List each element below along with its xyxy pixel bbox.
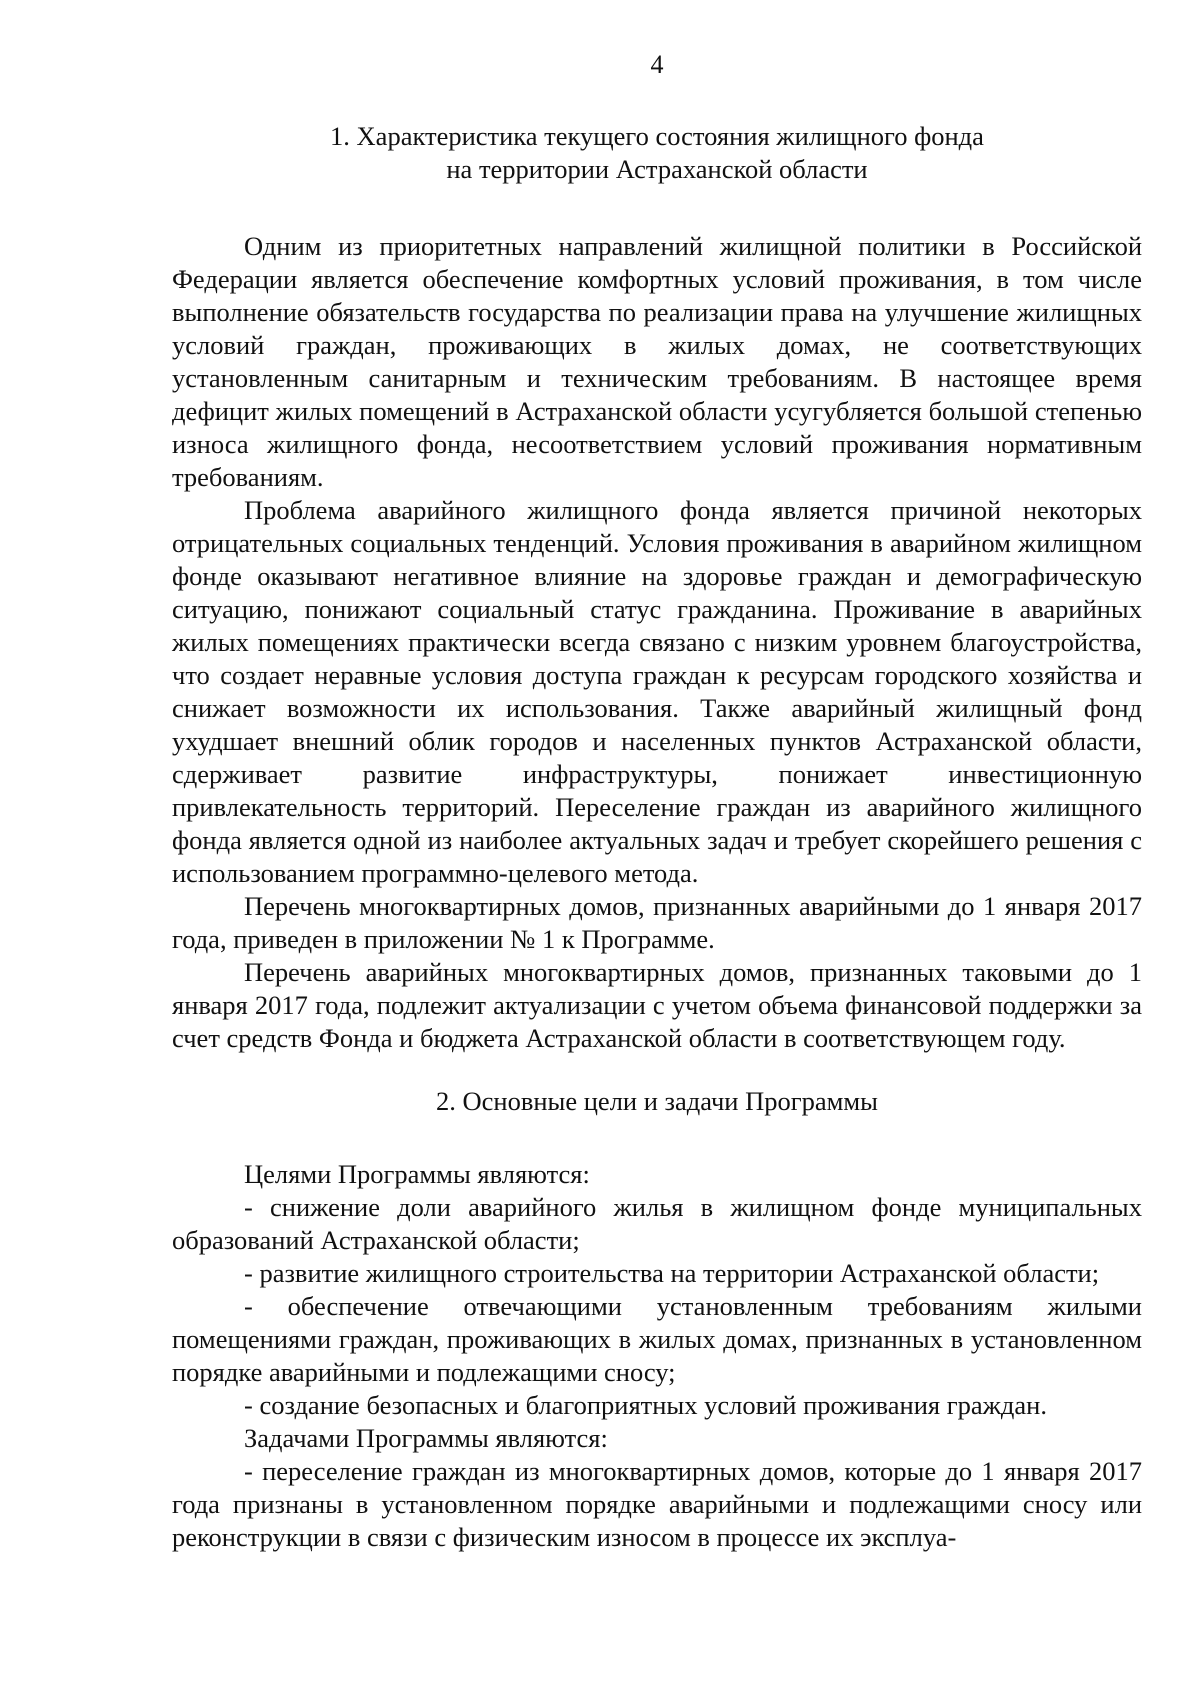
page-number: 4 bbox=[650, 50, 664, 79]
section-2-paragraph: Целями Программы являются: bbox=[244, 1159, 590, 1189]
section-1-title-line-1: 1. Характеристика текущего состояния жилищного фонда bbox=[330, 121, 984, 151]
section-2-list-item: - обеспечение отвечающими установленным требованиям жилыми помещениями граждан, проживающих в жилых домах, признанных в установленном порядке аварийными и подлежащими сносу; bbox=[172, 1291, 1142, 1387]
section-2-list-item: - переселение граждан из многоквартирных домов, которые до 1 января 2017 года признаны в установленном порядке аварийными и подлежащими сносу или реконструкции в связи с физическим износом в процессе их эксплуа- bbox=[172, 1456, 1142, 1552]
section-2-paragraph: Задачами Программы являются: bbox=[244, 1423, 608, 1453]
section-1-paragraph: Перечень многоквартирных домов, признанных аварийными до 1 января 2017 года, приведен в приложении № 1 к Программе. bbox=[172, 891, 1142, 954]
section-1-title-line-2: на территории Астраханской области bbox=[446, 154, 868, 184]
section-2-list-item: - снижение доли аварийного жилья в жилищном фонде муниципальных образований Астраханской области; bbox=[172, 1192, 1142, 1255]
section-2-list-item: - создание безопасных и благоприятных условий проживания граждан. bbox=[244, 1390, 1047, 1420]
section-1-paragraph: Одним из приоритетных направлений жилищной политики в Российской Федерации является обеспечение комфортных условий проживания, в том числе выполнение обязательств государства по реализации права на улучшение жилищных условий граждан, проживающих в жилых домах, не соответствующих установленным санитарным и техническим требованиям. В настоящее время дефицит жилых помещений в Астраханской области усугубляется большой степенью износа жилищного фонда, несоответствием условий проживания нормативным требованиям. bbox=[172, 231, 1142, 492]
section-1-paragraph: Проблема аварийного жилищного фонда является причиной некоторых отрицательных социальных тенденций. Условия проживания в аварийном жилищном фонде оказывают негативное влияние на здоровье граждан и демографическую ситуацию, понижают социальный статус гражданина. Проживание в аварийных жилых помещениях практически всегда связано с низким уровнем благоустройства, что создает неравные условия доступа граждан к ресурсам городского хозяйства и снижает возможности их использования. Также аварийный жилищный фонд ухудшает внешний облик городов и населенных пунктов Астраханской области, сдерживает развитие инфраструктуры, понижает инвестиционную привлекательность территорий. Переселение граждан из аварийного жилищного фонда является одной из наиболее актуальных задач и требует скорейшего решения с использованием программно-целевого метода. bbox=[172, 495, 1142, 888]
section-2-title: 2. Основные цели и задачи Программы bbox=[436, 1086, 878, 1116]
section-1-paragraph: Перечень аварийных многоквартирных домов, признанных таковыми до 1 января 2017 года, подлежит актуализации с учетом объема финансовой поддержки за счет средств Фонда и бюджета Астраханской области в соответствующем году. bbox=[172, 957, 1142, 1053]
section-2-list-item: - развитие жилищного строительства на территории Астраханской области; bbox=[244, 1258, 1100, 1288]
document-page bbox=[172, 48, 1142, 1554]
